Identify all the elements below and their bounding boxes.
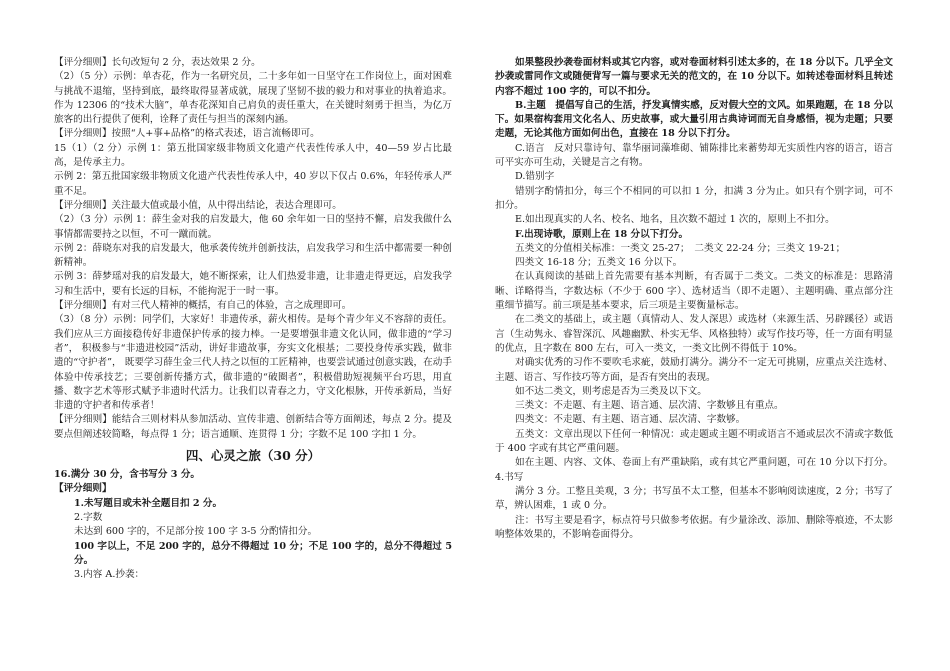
left-paragraph-17: 未达到 600 字的，不足部分按 100 字 3-5 分酌情扣分。: [74, 526, 318, 538]
right-column: [495, 56, 893, 542]
right-paragraph-2: C.语言 反对只靠诗句、靠华丽词藻堆砌、铺陈排比来蓄势却无实质性内容的语言，语言可平实亦可生动，关键是言之有物。: [495, 142, 893, 169]
left-paragraph-4: 示例 2：第五批国家级非物质文化遗产代表性传承人中，40 岁以下仅占 0.6%，年轻传承人严重不足。: [54, 171, 452, 197]
left-paragraph-13: 16.满分 30 分，含书写分 3 分。: [54, 469, 201, 481]
right-paragraph-13: 三类文：不走题、有主题、语言通、层次清、字数够且有重点。: [515, 400, 784, 412]
left-paragraph-9: 【评分细则】有对三代人精神的概括，有自己的体验，言之成理即可。: [54, 300, 352, 312]
left-paragraph-16: 2.字数: [74, 511, 103, 523]
left-paragraph-2: 【评分细则】按照“人+事+品格”的格式表述，语言流畅即可。: [54, 128, 320, 140]
right-paragraph-7: 五类文的分值相关标准：一类文 25-27； 二类文 22-24 分；三类文 19-21；: [515, 242, 846, 254]
right-paragraph-17: 满分 3 分。工整且美观，3 分；书写虽不太工整，但基本不影响阅读速度，2 分；书写了草，辨认困难，1 或 0 分。: [495, 485, 893, 512]
right-paragraph-5: E.如出现真实的人名、校名、地名，且次数不超过 1 次的，原则上不扣分。: [515, 214, 835, 226]
right-paragraph-8: 四类文 16-18 分；五类文 16 分以下。: [515, 257, 683, 269]
right-paragraph-15: 五类文：文章出现以下任何一种情况：或走题或主题不明或语言不通或层次不清或字数低于 400 字或有其它严重问题。: [495, 428, 893, 455]
left-paragraph-6: （2）（3 分）示例 1：薛生金对我的启发最大，他 60 余年如一日的坚持不懈，启发我做什么事情都需要持之以恒，不可一蹴而就。: [54, 214, 452, 240]
right-paragraph-6: F.出现诗歌，原则上在 18 分以下打分。: [515, 228, 689, 240]
left-paragraph-8: 示例 3：薛梦瑶对我的启发最大，她不断探索，让人们热爱非遗，让非遗走得更远，启发我学习和生活中，要有长远的目标，不能拘泥于一时一事。: [54, 271, 452, 297]
right-paragraph-11: 对确实优秀的习作不要吹毛求疵，鼓励打满分。满分不一定无可挑剔，应重点关注选材、主题、语言、写作技巧等方面，是否有突出的表现。: [495, 357, 893, 383]
left-paragraph-18: 100 字以上，不足 200 字的，总分不得超过 10 分；不足 100 字的，总分不得超过 5 分。: [74, 540, 452, 566]
left-paragraph-11: 【评分细则】能结合三则材料从参加活动、宣传非遗、创新结合等方面阐述，每点 2 分。提及要点但阐述较简略，每点得 1 分；语言通顺、连贯得 1 分；字数不足 100 字扣 1 分。: [54, 414, 452, 440]
left-column: [54, 56, 452, 582]
left-paragraph-5: 【评分细则】关注最大值或最小值，从中得出结论，表达合理即可。: [54, 199, 342, 211]
right-paragraph-16: 如在主题、内容、文体、卷面上有严重缺陷，或有其它严重问题，可在 10 分以下打分。4.书写: [495, 457, 893, 483]
right-paragraph-14: 四类文：不走题、有主题、语言通、层次清、字数够。: [515, 414, 746, 426]
right-paragraph-1: B.主题 提倡写自己的生活，抒发真情实感，反对假大空的文风。如果跑题，在 18 分以下。如果宿构套用文化名人、历史故事，或大量引用古典诗词而无自身感悟，视为走题；只要走题，无论其他方面如何出色，直接在 18 分以下打分。: [495, 99, 893, 140]
right-paragraph-10: 在二类文的基础上，或主题（真情动人、发人深思）或选材（来源生活、另辟蹊径）或语言（生动隽永、睿智深沉、风趣幽默、朴实无华、风格独特）或写作技巧等，任一方面有明显的优点，且字数在 800 左右，可入一类文，一类文比例不得低于 10%。: [495, 314, 893, 354]
section-title: 四、心灵之旅（30 分）: [185, 448, 321, 464]
left-paragraph-1: （2）（5 分）示例：单杏花，作为一名研究员，二十多年如一日坚守在工作岗位上，面对困难与挑战不退缩，坚持到底，最终取得显著成就，展现了坚韧不拔的毅力和对事业的执着追求。作为 12306 的“技术大脑”，单杏花深知自己肩负的责任重大，在关键时刻勇于担当，为亿万旅客的出行提供了便利，诠释了责任与担当的深刻内涵。: [54, 71, 452, 126]
left-paragraph-15: 1.未写题目或未补全题目扣 2 分。: [74, 497, 223, 509]
left-paragraph-10: （3）（8 分）示例：同学们，大家好！非遗传承，薪火相传。是每个青少年义不容辞的责任。我们应从三方面接稳传好非遗保护传承的接力棒。一是要增强非遗文化认同，做非遗的“学习者”， 积极参与“非遗进校园”活动，讲好非遗故事，夯实文化根基；二要投身传承实践，做非遗的“守护者”， 既要学习薛生金三代人持之以恒的工匠精神，也要尝试通过创意实践，在动手体验中传承技艺；三要创新传播方式，做非遗的“破圈者”，积极借助短视频平台巧思，用直播、数字艺术等形式赋予非遗时代活力。让我们以青春之力，守文化根脉，开传承新局，当好非遗的守护者和传承者！: [54, 314, 452, 412]
right-paragraph-4: 错别字酌情扣分，每三个不相同的可以扣 1 分，扣满 3 分为止。如只有个别字词，可不扣分。: [495, 185, 893, 211]
right-paragraph-0: 如果整段抄袭卷面材料或其它内容，或对卷面材料引述太多的，在 18 分以下。几乎全文抄袭或雷同作文或随便背写一篇与要求无关的范文的，在 10 分以下。如转述卷面材料且转述内容不超过 100 字的，可以不扣分。: [495, 57, 893, 97]
right-paragraph-12: 如不达二类文，则考虑是否为三类及以下文。: [515, 385, 707, 397]
right-paragraph-18: 注：书写主要是看字，标点符号只做参考依据。有少量涂改、添加、删除等痕迹，不太影响整体效果的，不影响卷面得分。: [495, 514, 893, 540]
left-paragraph-7: 示例 2：薛晓东对我的启发最大，他承袭传统并创新技法，启发我学习和生活中都需要一种创新精神。: [54, 242, 452, 269]
right-paragraph-9: 在认真阅读的基础上首先需要有基本判断，有否属于二类文。二类文的标准是：思路清晰、详略得当，字数达标（不少于 600 字）、选材适当（即不走题）、主题明确、重点部分注重细节描写。前三项是基本要求，后三项是主要衡量标志。: [495, 271, 893, 312]
left-paragraph-0: 【评分细则】长句改短句 2 分，表达效果 2 分。: [54, 57, 261, 68]
right-paragraph-3: D.错别字: [515, 171, 555, 183]
left-paragraph-14: 【评分细则】: [54, 483, 112, 495]
left-paragraph-3: 15（1）（2 分）示例 1：第五批国家级非物质文化遗产代表性传承人中，40—59 岁占比最高，是传承主力。: [54, 142, 452, 169]
left-paragraph-19: 3.内容 A.抄袭：: [74, 569, 145, 581]
